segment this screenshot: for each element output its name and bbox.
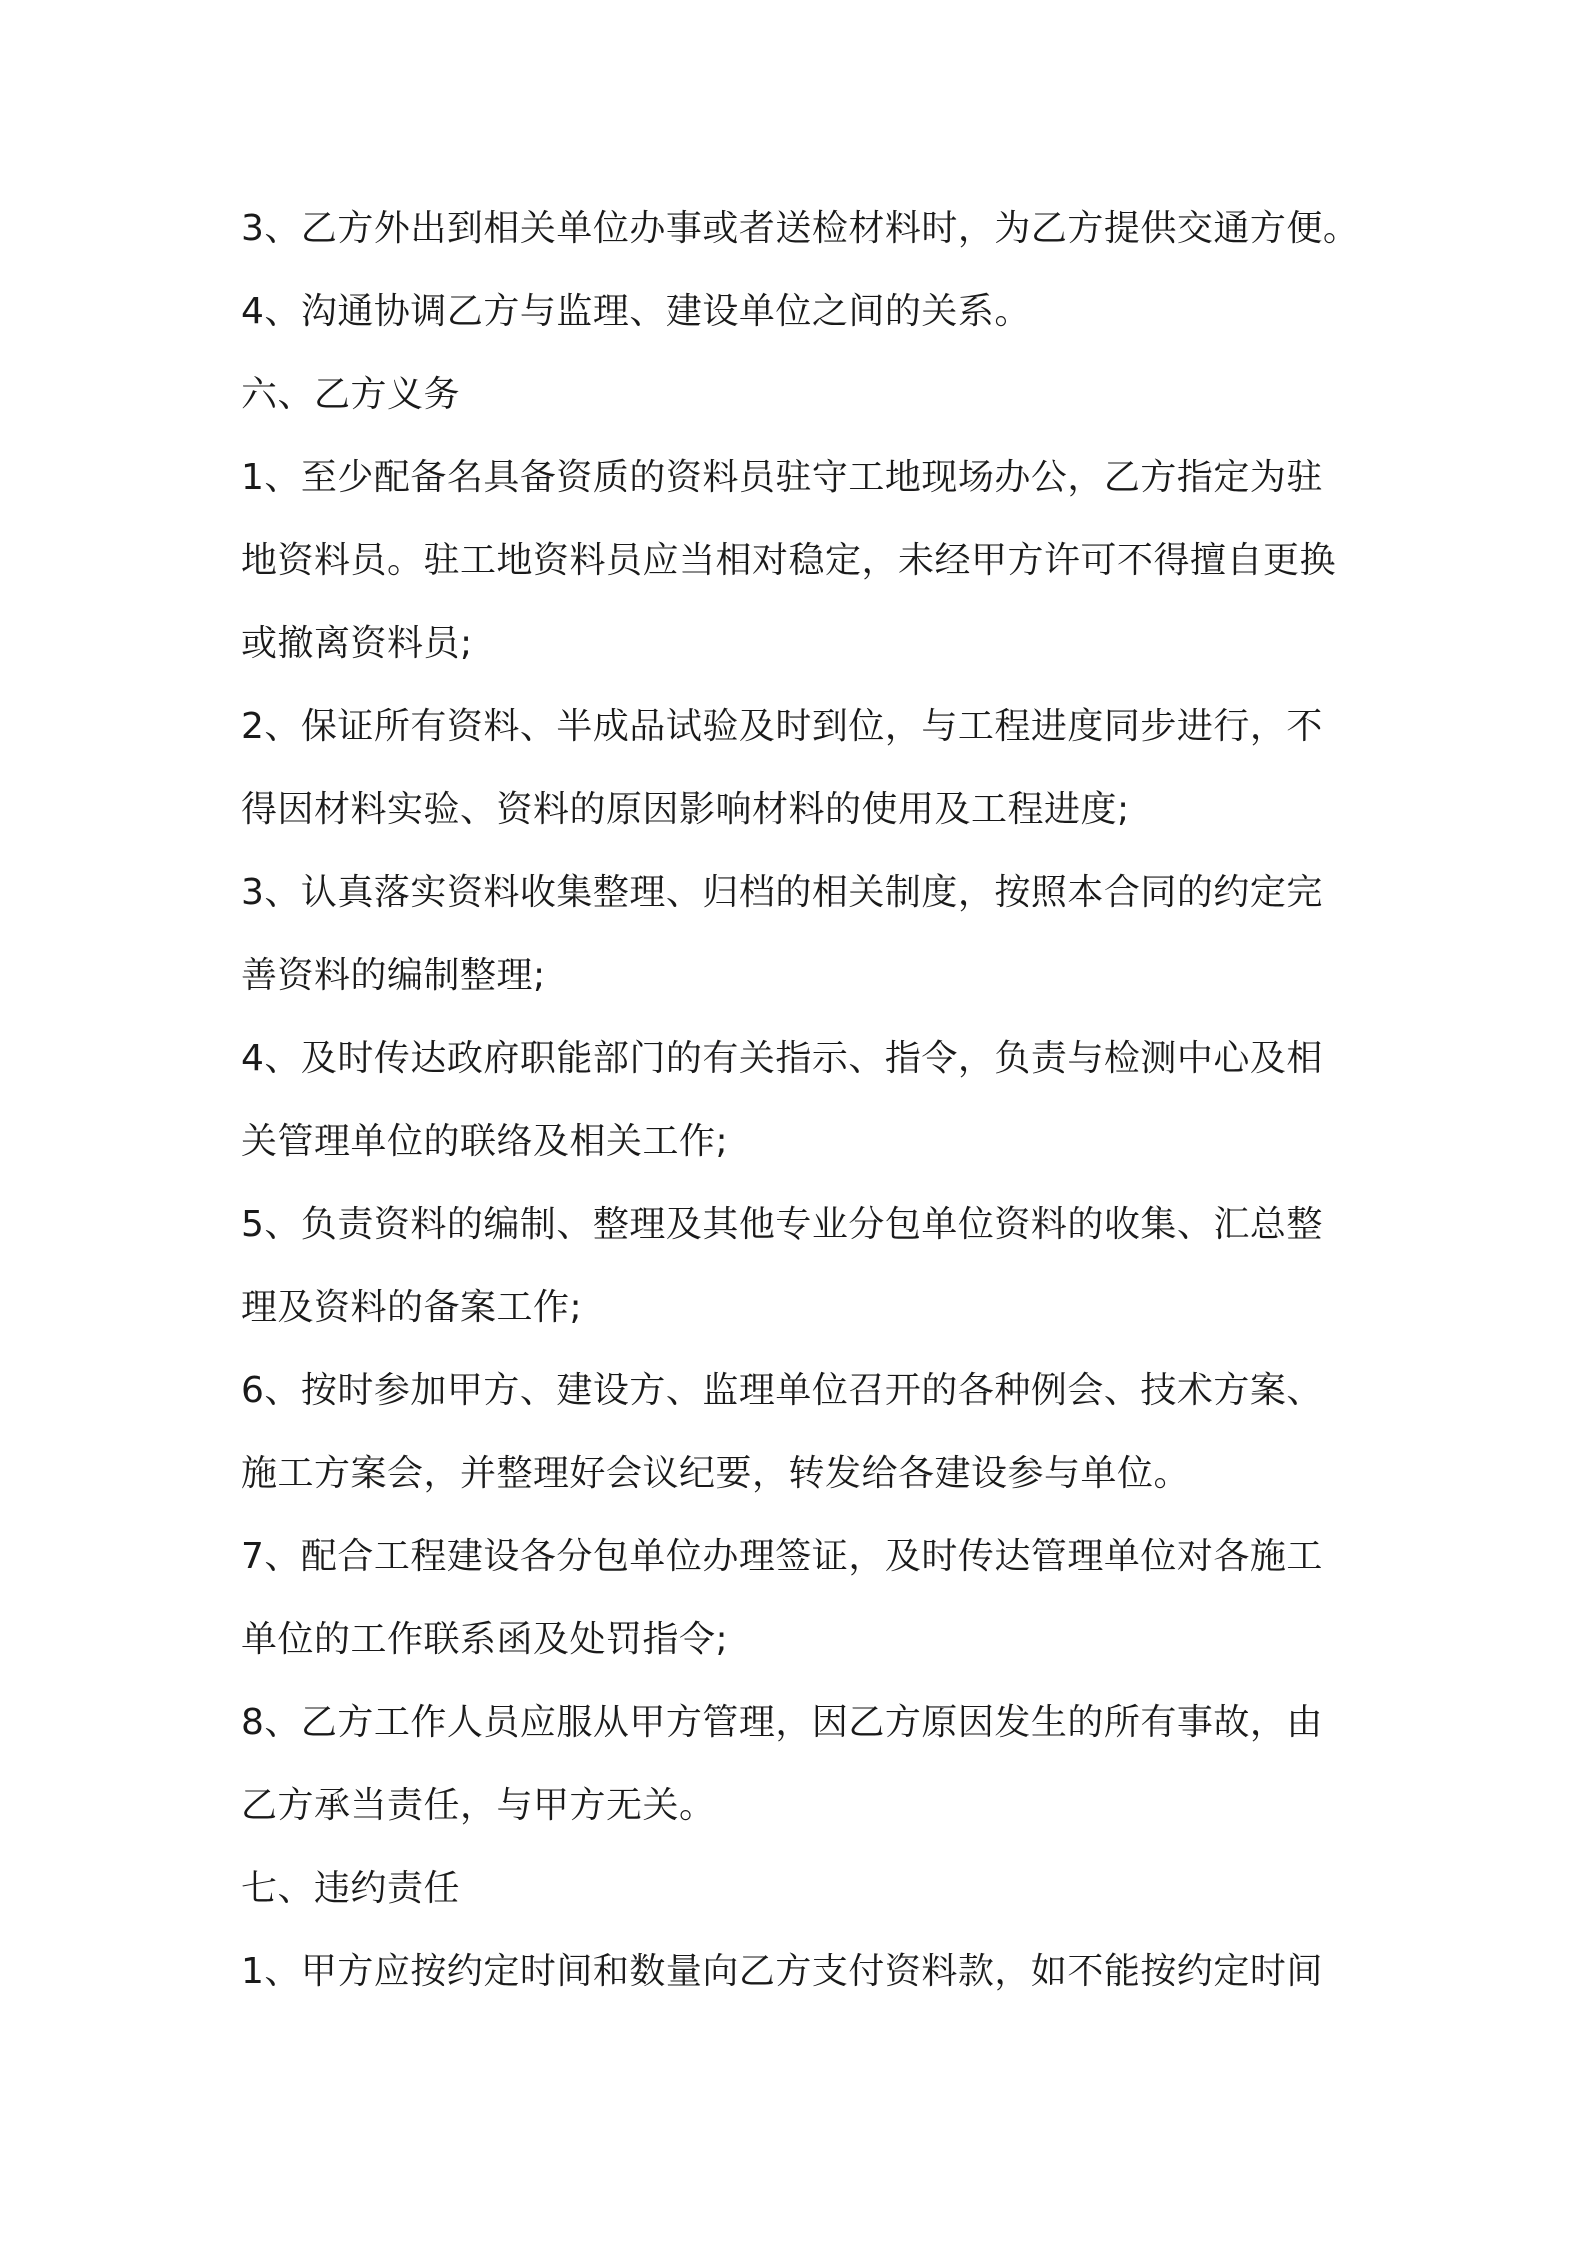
line-4: 1、至少配备名具备资质的资料员驻守工地现场办公，乙方指定为驻: [241, 457, 1323, 498]
line-6: 或撤离资料员;: [241, 623, 473, 664]
line-12: 关管理单位的联络及相关工作;: [241, 1121, 729, 1162]
line-22: 1、甲方应按约定时间和数量向乙方支付资料款，如不能按约定时间: [241, 1951, 1323, 1992]
line-1: 3、乙方外出到相关单位办事或者送检材料时，为乙方提供交通方便。: [241, 208, 1360, 249]
line-2: 4、沟通协调乙方与监理、建设单位之间的关系。: [241, 291, 1031, 332]
line-15: 6、按时参加甲方、建设方、监理单位召开的各种例会、技术方案、: [241, 1370, 1323, 1411]
line-13: 5、负责资料的编制、整理及其他专业分包单位资料的收集、汇总整: [241, 1204, 1323, 1245]
line-10: 善资料的编制整理;: [241, 955, 546, 996]
line-20: 乙方承当责任，与甲方无关。: [241, 1785, 716, 1826]
line-19: 8、乙方工作人员应服从甲方管理，因乙方原因发生的所有事故，由: [241, 1702, 1323, 1743]
line-18: 单位的工作联系函及处罚指令;: [241, 1619, 729, 1660]
line-17: 7、配合工程建设各分包单位办理签证，及时传达管理单位对各施工: [241, 1536, 1323, 1577]
line-11: 4、及时传达政府职能部门的有关指示、指令，负责与检测中心及相: [241, 1038, 1323, 1079]
line-8: 得因材料实验、资料的原因影响材料的使用及工程进度;: [241, 789, 1130, 830]
line-14: 理及资料的备案工作;: [241, 1287, 583, 1328]
line-16: 施工方案会，并整理好会议纪要，转发给各建设参与单位。: [241, 1453, 1191, 1494]
section-heading-6: 六、乙方义务: [241, 374, 461, 415]
section-heading-7: 七、违约责任: [241, 1868, 461, 1909]
line-9: 3、认真落实资料收集整理、归档的相关制度，按照本合同的约定完: [241, 872, 1323, 913]
line-7: 2、保证所有资料、半成品试验及时到位，与工程进度同步进行，不: [241, 706, 1323, 747]
line-5: 地资料员。驻工地资料员应当相对稳定，未经甲方许可不得擅自更换: [241, 540, 1337, 581]
